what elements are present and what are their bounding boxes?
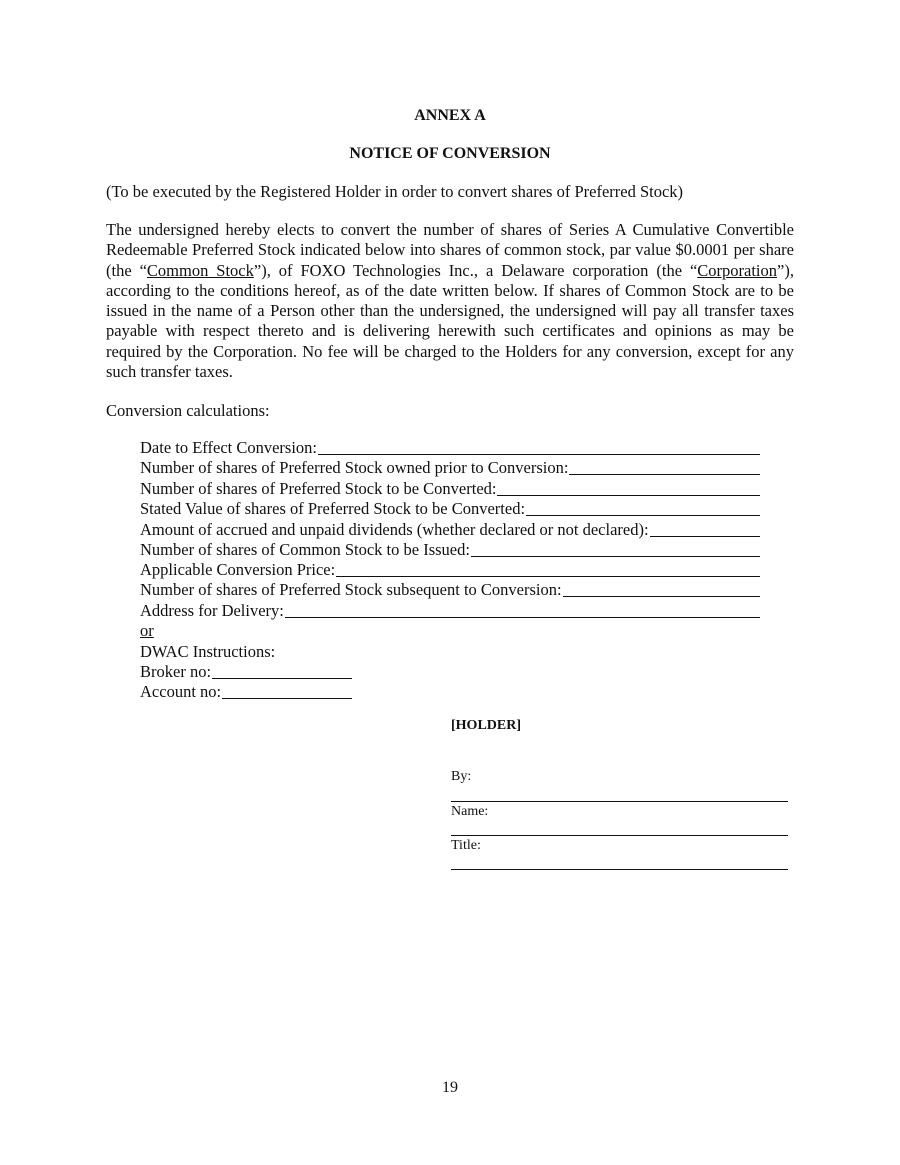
page-title: NOTICE OF CONVERSION xyxy=(349,145,551,162)
page-number: 19 xyxy=(442,1079,458,1096)
fill-in-line[interactable] xyxy=(471,556,760,557)
field-label: Number of shares of Preferred Stock subsequent to Conversion: xyxy=(140,580,562,599)
paragraph-part-3: ”), according to the conditions hereof, as of the date written below. If shares of Common Stock are to be issued in the name of a Person other than the undersigned, the undersigned will pay all transfer taxes payable with respect thereto and is delivering herewith such certificates and opinions as may be required by the Corporation. No fee will be charged to the Holders for any conversion, except for any such transfer taxes. xyxy=(106,260,794,382)
field-label: Address for Delivery: xyxy=(140,601,284,620)
field-label: Broker no: xyxy=(140,662,212,681)
field-label: Number of shares of Preferred Stock to be Converted: xyxy=(140,479,497,498)
field-label: Number of shares of Common Stock to be Issued: xyxy=(140,540,470,559)
notice-paragraph xyxy=(106,220,794,382)
accrued-dividends-field[interactable] xyxy=(140,520,760,540)
term-corporation: Corporation xyxy=(697,260,778,280)
by-label: By: xyxy=(451,769,472,784)
account-no-field[interactable] xyxy=(140,682,352,702)
broker-no-field[interactable] xyxy=(140,662,352,682)
subtitle: (To be executed by the Registered Holder in order to convert shares of Preferred Stock) xyxy=(106,182,684,201)
conversion-calculations-heading: Conversion calculations: xyxy=(106,401,270,420)
fill-in-line[interactable] xyxy=(569,474,760,475)
fill-in-line[interactable] xyxy=(285,617,760,618)
fill-in-line[interactable] xyxy=(563,596,760,597)
paragraph-part-1: The undersigned hereby elects to convert the number of shares of Series A Cumulative Convertible Redeemable Preferred Stock indicated below into shares of common stock, par value $0.0001 per share (the “ xyxy=(106,220,794,280)
common-shares-to-be-issued-field[interactable] xyxy=(140,540,760,560)
holder-label: [HOLDER] xyxy=(451,718,521,733)
signature-line[interactable] xyxy=(451,801,788,802)
stated-value-field[interactable] xyxy=(140,499,760,519)
address-for-delivery-field[interactable] xyxy=(140,601,760,621)
field-label: Stated Value of shares of Preferred Stock to be Converted: xyxy=(140,499,526,518)
title-label: Title: xyxy=(451,838,481,853)
shares-owned-prior-field[interactable] xyxy=(140,458,760,478)
fill-in-line[interactable] xyxy=(336,576,760,577)
fill-in-line[interactable] xyxy=(650,536,760,537)
name-label: Name: xyxy=(451,804,489,819)
paragraph-part-2: ”), of FOXO Technologies Inc., a Delaware corporation (the “ xyxy=(253,260,698,280)
field-label: Account no: xyxy=(140,682,222,701)
fill-in-line[interactable] xyxy=(318,454,760,455)
fill-in-line[interactable] xyxy=(497,495,760,496)
field-label: Applicable Conversion Price: xyxy=(140,560,336,579)
fill-in-line[interactable] xyxy=(212,678,352,679)
dwac-instructions-label: DWAC Instructions: xyxy=(140,642,276,661)
date-to-effect-conversion-field[interactable] xyxy=(140,438,760,458)
fill-in-line[interactable] xyxy=(526,515,760,516)
field-label: Number of shares of Preferred Stock owned prior to Conversion: xyxy=(140,458,569,477)
or-separator: or xyxy=(140,621,154,640)
shares-to-be-converted-field[interactable] xyxy=(140,479,760,499)
field-label: Amount of accrued and unpaid dividends (whether declared or not declared): xyxy=(140,520,649,539)
annex-heading: ANNEX A xyxy=(414,107,486,124)
fill-in-line[interactable] xyxy=(222,698,352,699)
conversion-price-field[interactable] xyxy=(140,560,760,580)
shares-subsequent-field[interactable] xyxy=(140,580,760,600)
name-line[interactable] xyxy=(451,835,788,836)
title-line[interactable] xyxy=(451,869,788,870)
term-common-stock: Common Stock xyxy=(146,260,254,280)
field-label: Date to Effect Conversion: xyxy=(140,438,318,457)
